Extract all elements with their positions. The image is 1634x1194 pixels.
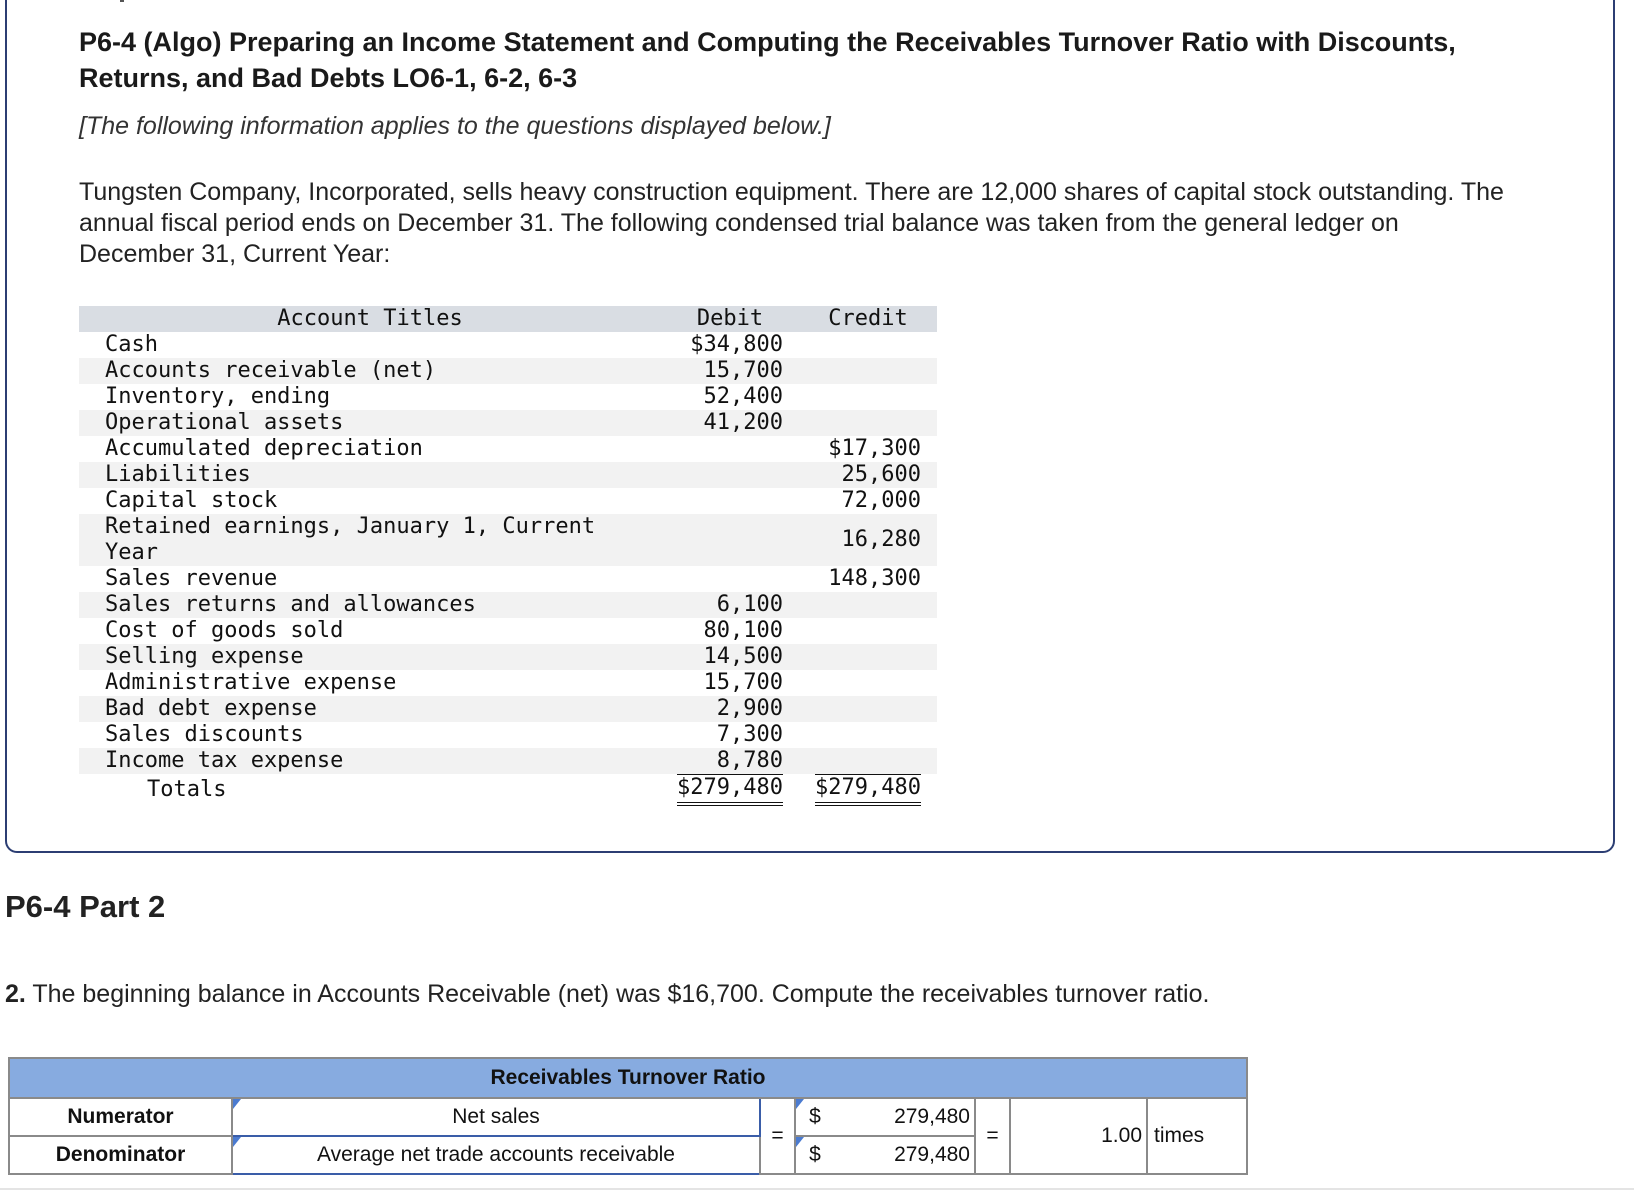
debit-amount	[661, 514, 799, 566]
debit-amount: 2,900	[661, 696, 799, 722]
table-row	[79, 696, 937, 722]
table-row	[79, 670, 937, 696]
account-title: Sales returns and allowances	[79, 592, 661, 618]
credit-amount: $17,300	[828, 436, 921, 461]
account-title: Cost of goods sold	[105, 618, 344, 643]
denominator-currency	[795, 1136, 834, 1174]
credit-amount	[799, 748, 937, 774]
credit-amount	[799, 618, 937, 644]
top-tick-mark	[120, 0, 124, 2]
credit-header: Credit	[799, 306, 937, 332]
debit-amount: 52,400	[703, 384, 783, 409]
input-flag-icon	[233, 1137, 241, 1147]
credit-amount	[799, 332, 937, 358]
numerator-label: Numerator	[9, 1098, 232, 1136]
debit-amount: 6,100	[661, 592, 799, 618]
denominator-label: Denominator	[9, 1136, 232, 1174]
table-row	[79, 722, 937, 748]
credit-amount	[799, 670, 937, 696]
debit-amount	[661, 436, 799, 462]
input-flag-icon	[796, 1137, 804, 1147]
debit-amount	[661, 566, 799, 592]
credit-amount	[799, 592, 937, 618]
table-row	[79, 358, 937, 384]
credit-amount	[799, 696, 937, 722]
denominator-input-value: Average net trade accounts receivable	[316, 1143, 675, 1166]
account-title: Retained earnings, January 1, Current Year	[79, 514, 661, 566]
account-title: Selling expense	[79, 644, 661, 670]
receivables-turnover-table	[8, 1057, 1248, 1175]
credit-amount: 25,600	[799, 462, 937, 488]
numerator-value-input[interactable]: 279,480	[834, 1098, 975, 1136]
account-title: Accumulated depreciation	[105, 436, 423, 461]
credit-amount	[799, 384, 937, 410]
table-row	[79, 514, 937, 566]
problem-intro: Tungsten Company, Incorporated, sells heavy construction equipment. There are 12,000 shares of capital stock outstanding. The annual fiscal period ends on December 31. The following condensed trial balance was taken from the general ledger on December 31, Current Year:	[79, 178, 1504, 268]
account-title: Accounts receivable (net)	[79, 358, 661, 384]
trial-balance-table	[79, 306, 937, 806]
debit-amount	[661, 488, 799, 514]
account-title: Inventory, ending	[105, 384, 331, 409]
numerator-row	[9, 1098, 1247, 1136]
debit-amount: 8,780	[661, 748, 799, 774]
numerator-input-value: Net sales	[452, 1105, 540, 1128]
debit-amount: 41,200	[661, 410, 799, 436]
denominator-input[interactable]	[232, 1136, 760, 1174]
table-row	[79, 618, 937, 644]
total-debit: $279,480	[677, 774, 783, 806]
ratio-table-title: Receivables Turnover Ratio	[9, 1058, 1247, 1098]
trial-balance-header-row	[79, 306, 937, 332]
equals-sign: =	[760, 1098, 795, 1174]
numerator-input[interactable]	[232, 1098, 760, 1136]
account-title: Income tax expense	[79, 748, 661, 774]
input-flag-icon	[796, 1099, 804, 1109]
credit-amount	[799, 722, 937, 748]
totals-row	[79, 774, 937, 806]
account-title: Bad debt expense	[79, 696, 661, 722]
debit-amount: 15,700	[661, 358, 799, 384]
table-row	[79, 384, 937, 410]
table-row	[79, 462, 937, 488]
table-row	[79, 332, 937, 358]
account-title: Administrative expense	[105, 670, 397, 695]
table-row	[79, 410, 937, 436]
debit-amount	[661, 462, 799, 488]
page-bottom-divider	[0, 1188, 1634, 1190]
question-number: 2.	[5, 980, 26, 1008]
credit-amount: 148,300	[828, 566, 921, 591]
ratio-unit: times	[1147, 1098, 1247, 1174]
account-title: Sales revenue	[105, 566, 278, 591]
input-flag-icon	[233, 1099, 241, 1109]
debit-amount: 14,500	[661, 644, 799, 670]
question-text	[5, 980, 1209, 1009]
numerator-currency	[795, 1098, 834, 1136]
result-equals-sign: =	[975, 1098, 1010, 1174]
account-title: Capital stock	[105, 488, 278, 513]
debit-amount: $34,800	[690, 332, 783, 357]
debit-header: Debit	[661, 306, 799, 332]
table-row	[79, 566, 937, 592]
ratio-result: 1.00	[1010, 1098, 1147, 1174]
info-note: [The following information applies to the questions displayed below.]	[79, 112, 831, 140]
debit-amount: 7,300	[716, 722, 783, 747]
account-title: Operational assets	[79, 410, 661, 436]
account-title: Cash	[105, 332, 158, 357]
currency-symbol: $	[809, 1105, 821, 1128]
part-title: P6-4 Part 2	[5, 889, 166, 924]
ratio-header-row	[9, 1058, 1247, 1098]
table-row	[79, 436, 937, 462]
account-titles-header: Account Titles	[79, 306, 661, 332]
denominator-value-input[interactable]: 279,480	[834, 1136, 975, 1174]
table-row	[79, 592, 937, 618]
credit-amount	[799, 358, 937, 384]
table-row	[79, 488, 937, 514]
table-row	[79, 748, 937, 774]
account-title: Liabilities	[79, 462, 661, 488]
credit-amount	[799, 410, 937, 436]
debit-amount: 80,100	[703, 618, 783, 643]
problem-title: P6-4 (Algo) Preparing an Income Statement and Computing the Receivables Turnover Ratio with Discounts, Returns, and Bad Debts LO6-1, 6-2, 6-3	[79, 27, 1456, 93]
credit-amount: 72,000	[841, 488, 921, 513]
totals-label: Totals	[147, 777, 227, 802]
total-credit: $279,480	[815, 774, 921, 806]
credit-amount: 16,280	[799, 514, 937, 566]
debit-amount: 15,700	[703, 670, 783, 695]
question-body: The beginning balance in Accounts Receivable (net) was $16,700. Compute the receivables turnover ratio.	[32, 980, 1210, 1008]
credit-amount	[799, 644, 937, 670]
table-row	[79, 644, 937, 670]
account-title: Sales discounts	[105, 722, 304, 747]
currency-symbol: $	[809, 1143, 821, 1166]
